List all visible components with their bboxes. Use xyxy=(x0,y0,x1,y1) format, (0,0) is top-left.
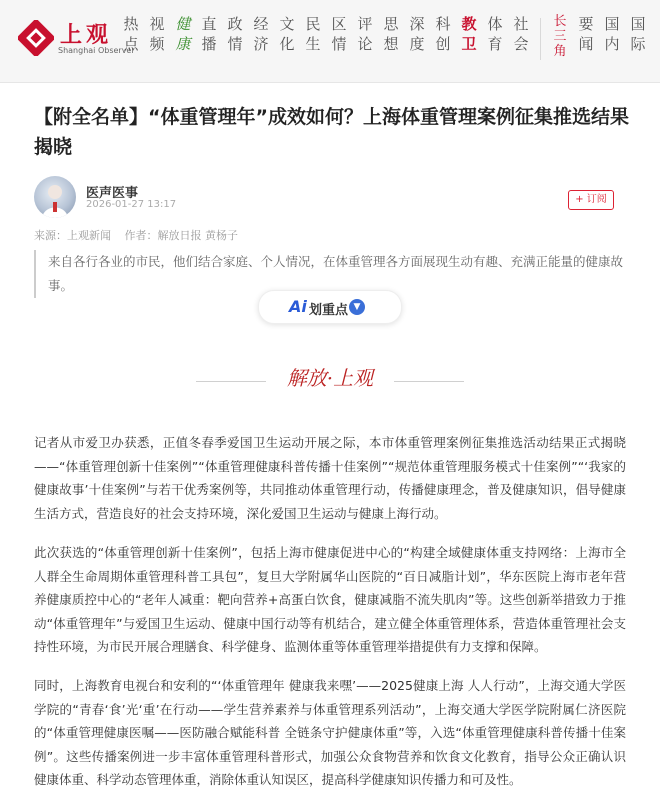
logo-mark-icon xyxy=(18,20,54,56)
nav-item-2[interactable]: 健 康 xyxy=(175,15,191,53)
nav-item-12[interactable]: 科 创 xyxy=(435,15,451,53)
nav-item-1[interactable]: 视 频 xyxy=(149,15,165,53)
nav-item-9[interactable]: 评 论 xyxy=(357,15,373,53)
nav-item-8[interactable]: 区 情 xyxy=(331,15,347,53)
chevron-down-icon: ▼ xyxy=(349,299,365,315)
nav-item-17[interactable]: 要 闻 xyxy=(578,15,594,53)
writer-label: 作者：解放日报 黄杨子 xyxy=(124,229,238,242)
nav-item-19[interactable]: 国 际 xyxy=(630,15,646,53)
article-summary: 来自各行各业的市民，他们结合家庭、个人情况，在体重管理各方面展现生动有趣、充满正能量的健康故事。 xyxy=(34,250,638,298)
nav-item-11[interactable]: 深 度 xyxy=(409,15,425,53)
source-label: 来源：上观新闻 xyxy=(34,229,111,242)
logo-text: 上观 xyxy=(60,23,113,48)
avatar-image xyxy=(34,176,76,218)
article-paragraph-2: 此次获选的“体重管理创新十佳案例”，包括上海市健康促进中心的“构建全域健康体重支持网络：上海市全人群全生命周期体重管理科普工具包”，复旦大学附属华山医院的“百日减脂计划”，华东医院上海市老年营养健康质控中心的“老年人减重：靶向营养+高蛋白饮食，健康减脂不流失肌肉”等。这些创新举措致力于推动“体重管理年”与爱国卫生运动、健康中国行动等有机结合，建立健全体重管理体系，营造体重管理社会支持性环境，为市民开展合理膳食、科学健身、监测体重等体重管理举措提供有力支撑和保障。 xyxy=(34,545,626,654)
nav-item-14[interactable]: 体 育 xyxy=(487,15,503,53)
article-paragraph-1: 记者从市爱卫办获悉，正值冬春季爱国卫生运动开展之际，本市体重管理案例征集推选活动结果正式揭晓——“体重管理创新十佳案例”“体重管理健康科普传播十佳案例”“规范体重管理服务模式十佳案例”“‘我家的健康故事’十佳案例”与若干优秀案例等，共同推动体重管理行动，传播健康理念，普及健康知识，倡导健康生活方式，营造良好的社会支持环境，深化爱国卫生运动与健康上海行动。 xyxy=(34,435,626,521)
ai-logo-icon: Ai xyxy=(289,297,307,316)
nav-item-5[interactable]: 经 济 xyxy=(253,15,269,53)
author-avatar[interactable] xyxy=(34,176,76,218)
nav-item-18[interactable]: 国 内 xyxy=(604,15,620,53)
nav-item-3[interactable]: 直 播 xyxy=(201,15,217,53)
ai-highlights-button[interactable] xyxy=(258,290,402,324)
channel-nav xyxy=(118,14,651,64)
nav-item-15[interactable]: 社 会 xyxy=(513,15,529,53)
article-title: 【附全名单】“体重管理年”成效如何？上海体重管理案例征集推选结果揭晓 xyxy=(34,106,629,158)
nav-divider xyxy=(540,18,541,60)
nav-item-0[interactable]: 热 点 xyxy=(123,15,139,53)
nav-item-13[interactable]: 教 卫 xyxy=(461,15,477,53)
logo-subtitle: Shanghai Observer xyxy=(58,46,135,55)
divider-right xyxy=(394,381,464,382)
nav-item-10[interactable]: 思 想 xyxy=(383,15,399,53)
nav-item-16[interactable]: 长 三 角 xyxy=(553,14,567,59)
publish-date: 2026-01-27 13:17 xyxy=(86,199,177,210)
nav-item-6[interactable]: 文 化 xyxy=(279,15,295,53)
ai-highlights-label: 划重点 xyxy=(309,303,349,318)
nav-item-4[interactable]: 政 情 xyxy=(227,15,243,53)
divider-left xyxy=(196,381,266,382)
brand-signature: 解放·上观 xyxy=(286,366,374,390)
nav-item-7[interactable]: 民 生 xyxy=(305,15,321,53)
top-navigation-bar xyxy=(0,0,660,83)
article-source-line xyxy=(34,227,248,243)
author-name[interactable]: 医声医事 xyxy=(86,186,139,201)
subscribe-button[interactable]: + 订阅 xyxy=(568,190,614,210)
article-paragraph-3: 同时，上海教育电视台和安利的“‘体重管理年 健康我来嘿’——2025健康上海 人人行动”，上海交通大学医学院的“青春‘食’光‘重’在行动——学生营养素养与体重管理系列活动”，上海交通大学医学院附属仁济医院的“体重管理健康医嘱——医防融合赋能科普 全链条守护健康体重”等，入选“体重管理健康科普传播十佳案例”。这些传播案例进一步丰富体重管理科普形式，加强公众食物营养和饮食文化教育，指导公众正确认识健康体重、科学动态管理体重，消除体重认知误区，提高科学健康知识传播力和可及性。 xyxy=(34,678,626,787)
